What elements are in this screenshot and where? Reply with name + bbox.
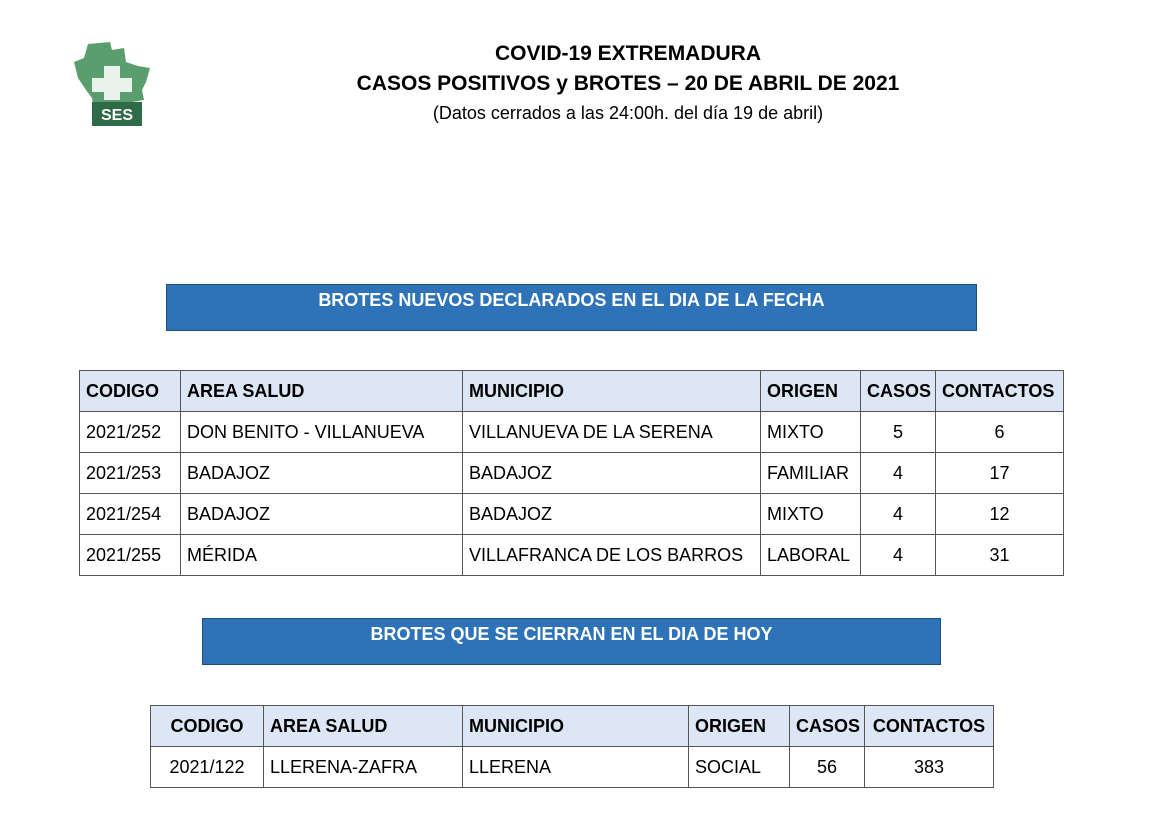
casos-cell: 4 [861,535,936,576]
column-header: CASOS [790,706,865,747]
column-header: CONTACTOS [865,706,994,747]
column-header: CODIGO [151,706,264,747]
municipio-cell: BADAJOZ [463,494,761,535]
new-outbreaks-banner: BROTES NUEVOS DECLARADOS EN EL DIA DE LA FECHA [166,284,977,331]
municipio-cell: VILLANUEVA DE LA SERENA [463,412,761,453]
municipio-cell: VILLAFRANCA DE LOS BARROS [463,535,761,576]
document-title: COVID-19 EXTREMADURA [494,42,762,65]
svg-text:SES: SES [100,107,134,124]
table-row [80,494,1064,535]
document-header [300,40,956,126]
contactos-cell: 31 [936,535,1064,576]
origen-cell: LABORAL [761,535,861,576]
origen-cell: MIXTO [761,412,861,453]
municipio-cell: LLERENA [463,747,689,788]
table-row [151,747,994,788]
codigo-cell: 2021/253 [80,453,181,494]
contactos-cell: 6 [936,412,1064,453]
column-header: MUNICIPIO [463,371,761,412]
area-salud-cell: DON BENITO - VILLANUEVA [181,412,463,453]
origen-cell: MIXTO [761,494,861,535]
column-header: ORIGEN [689,706,790,747]
codigo-cell: 2021/254 [80,494,181,535]
column-header: CASOS [861,371,936,412]
column-header: ORIGEN [761,371,861,412]
area-salud-cell: LLERENA-ZAFRA [264,747,463,788]
area-salud-cell: BADAJOZ [181,494,463,535]
column-header: MUNICIPIO [463,706,689,747]
contactos-cell: 383 [865,747,994,788]
new-outbreaks-table [79,370,1064,576]
area-salud-cell: MÉRIDA [181,535,463,576]
ses-logo [72,38,154,128]
casos-cell: 56 [790,747,865,788]
table-header-row [151,706,994,747]
casos-cell: 4 [861,494,936,535]
table-row [80,535,1064,576]
codigo-cell: 2021/255 [80,535,181,576]
table-row [80,412,1064,453]
column-header: AREA SALUD [264,706,463,747]
area-salud-cell: BADAJOZ [181,453,463,494]
municipio-cell: BADAJOZ [463,453,761,494]
column-header: CONTACTOS [936,371,1064,412]
codigo-cell: 2021/252 [80,412,181,453]
origen-cell: FAMILIAR [761,453,861,494]
column-header: CODIGO [80,371,181,412]
casos-cell: 5 [861,412,936,453]
closed-outbreaks-banner: BROTES QUE SE CIERRAN EN EL DIA DE HOY [202,618,941,665]
origen-cell: SOCIAL [689,747,790,788]
codigo-cell: 2021/122 [151,747,264,788]
contactos-cell: 12 [936,494,1064,535]
ses-logo-icon [72,38,154,128]
casos-cell: 4 [861,453,936,494]
contactos-cell: 17 [936,453,1064,494]
table-row [80,453,1064,494]
document-subtitle: CASOS POSITIVOS y BROTES – 20 DE ABRIL DE 2021 [356,72,900,95]
table-header-row [80,371,1064,412]
closed-outbreaks-table [150,705,994,788]
data-cutoff-note: (Datos cerrados a las 24:00h. del día 19 de abril) [432,103,824,123]
column-header: AREA SALUD [181,371,463,412]
